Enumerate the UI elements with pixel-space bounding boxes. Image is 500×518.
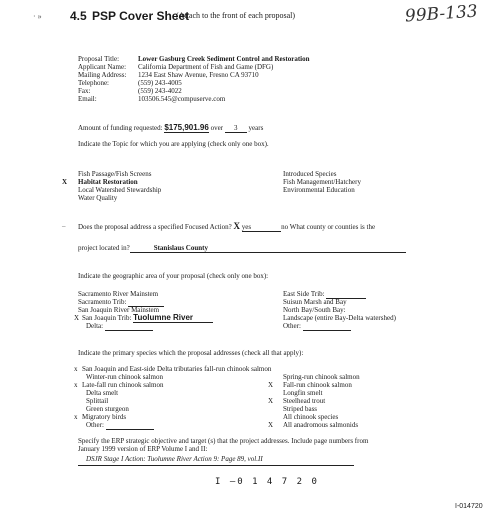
species-steelhead: Steelhead trout <box>283 397 326 405</box>
species-winter-run: Winter-run chinook salmon <box>86 373 163 381</box>
species-prompt: Indicate the primary species which the proposal addresses (check all that apply): <box>78 349 304 357</box>
species-green-sturgeon: Green sturgeon <box>86 405 129 413</box>
funding-over: over <box>210 124 224 132</box>
location-label: project located in? <box>78 244 130 252</box>
geo-delta: Delta: <box>86 322 153 331</box>
geo-landscape: Landscape (entire Bay-Delta watershed) <box>283 314 396 322</box>
topic-habitat-restoration: Habitat Restoration <box>78 178 138 186</box>
erp-line-2: January 1999 version of ERP Volume I and II: <box>78 445 208 453</box>
species-delta-smelt: Delta smelt <box>86 389 119 397</box>
mailing-value: 1234 East Shaw Avenue, Fresno CA 93710 <box>138 71 259 79</box>
topic-introduced-species: Introduced Species <box>283 170 337 178</box>
geo-prompt: Indicate the geographic area of your proposal (check only one box): <box>78 272 269 280</box>
geo-east-side: East Side Trib: <box>283 290 366 299</box>
section-number: 4.5 <box>70 9 87 23</box>
species-fall-run: Fall-run chinook salmon <box>283 381 352 389</box>
page-subtitle: (Attach to the front of each proposal) <box>176 11 296 20</box>
species-steelhead-mark: X <box>268 397 274 405</box>
species-splittail: Splittail <box>86 397 109 405</box>
funding-row <box>78 124 263 133</box>
mailing-label: Mailing Address: <box>78 71 127 79</box>
species-fall-run-sj-mark: x <box>74 365 78 373</box>
species-migratory-birds: Migratory birds <box>82 413 127 421</box>
topic-fish-passage: Fish Passage/Fish Screens <box>78 170 152 178</box>
topic-fish-management: Fish Management/Hatchery <box>283 178 361 186</box>
focused-yes: yes <box>241 223 252 231</box>
geo-sac-mainstem: Sacramento River Mainstem <box>78 290 159 298</box>
handwritten-id: 99B-133 <box>404 1 479 27</box>
focused-row <box>78 222 375 232</box>
telephone-value: (559) 243-4005 <box>138 79 182 87</box>
focused-yes-mark: X <box>233 221 241 231</box>
funding-amount: $175,901.96 <box>164 123 209 132</box>
applicant-value: California Department of Fish and Game (DFG) <box>138 63 274 71</box>
species-spring-run: Spring-run chinook salmon <box>283 373 360 381</box>
funding-label: Amount of funding requested: <box>78 124 163 132</box>
corner-mark: · » <box>33 12 42 21</box>
fax-label: Fax: <box>78 87 91 95</box>
email-label: Email: <box>78 95 97 103</box>
county-value: Stanislaus County <box>153 244 208 252</box>
geo-suisun: Suisun Marsh and Bay <box>283 298 347 306</box>
focused-no: no <box>281 223 289 231</box>
proposal-title-label: Proposal Title: <box>78 55 120 63</box>
erp-answer-underline <box>78 465 354 466</box>
species-anadromous-mark: X <box>268 421 274 429</box>
species-fall-run-mark: X <box>268 381 274 389</box>
topic-habitat-mark: X <box>62 178 68 186</box>
topic-water-quality: Water Quality <box>78 194 118 202</box>
geo-sj-trib-label: San Joaquin Trib: <box>82 314 132 322</box>
species-late-fall: Late-fall run chinook salmon <box>82 381 164 389</box>
species-other: Other: <box>86 421 154 430</box>
species-striped-bass: Striped bass <box>283 405 318 413</box>
fax-value: (559) 243-4022 <box>138 87 182 95</box>
focused-question: Does the proposal address a specified Focused Action? <box>78 223 232 231</box>
species-all-chinook: All chinook species <box>283 413 339 421</box>
topic-prompt: Indicate the Topic for which you are applying (check only one box). <box>78 140 269 148</box>
geo-sj-mainstem: San Joaquin River Mainstem <box>78 306 160 314</box>
erp-line-1: Specify the ERP strategic objective and target (s) that the project addresses. Include page numbers from <box>78 437 369 445</box>
applicant-label: Applicant Name: <box>78 63 127 71</box>
geo-other: Other: <box>283 322 351 331</box>
funding-years-label: years <box>248 124 264 132</box>
species-late-fall-mark: x <box>74 381 78 389</box>
focused-followup: What county or counties is the <box>289 223 376 231</box>
geo-north-south-bay: North Bay/South Bay: <box>283 306 346 314</box>
erp-answer: DSJR Stage I Action: Tuolumne River Action 9: Page 89, vol.II <box>86 455 263 463</box>
geo-sj-trib-mark: X <box>74 314 80 322</box>
species-fall-run-sj: San Joaquin and East-side Delta tributaries fall-run chinook salmon <box>82 365 272 373</box>
proposal-title-value: Lower Gasburg Creek Sediment Control and Restoration <box>138 55 310 63</box>
geo-sj-trib-value: Tuolumne River <box>133 314 213 323</box>
topic-watershed: Local Watershed Stewardship <box>78 186 162 194</box>
email-value: 103506.545@compuserve.com <box>138 95 226 103</box>
species-all-anadromous: All anadromous salmonids <box>283 421 359 429</box>
document-barcode-number: I —0 1 4 7 2 0 <box>215 477 319 487</box>
location-row <box>78 244 406 253</box>
telephone-label: Telephone: <box>78 79 109 87</box>
page-title: PSP Cover Sheet <box>92 9 190 23</box>
geo-sac-trib: Sacramento Trib: <box>78 298 164 307</box>
funding-years: 3 <box>225 124 247 133</box>
species-migratory-mark: x <box>74 413 78 421</box>
topic-environmental-education: Environmental Education <box>283 186 355 194</box>
document-id: I-014720 <box>455 503 483 510</box>
species-longfin-smelt: Longfin smelt <box>283 389 323 397</box>
